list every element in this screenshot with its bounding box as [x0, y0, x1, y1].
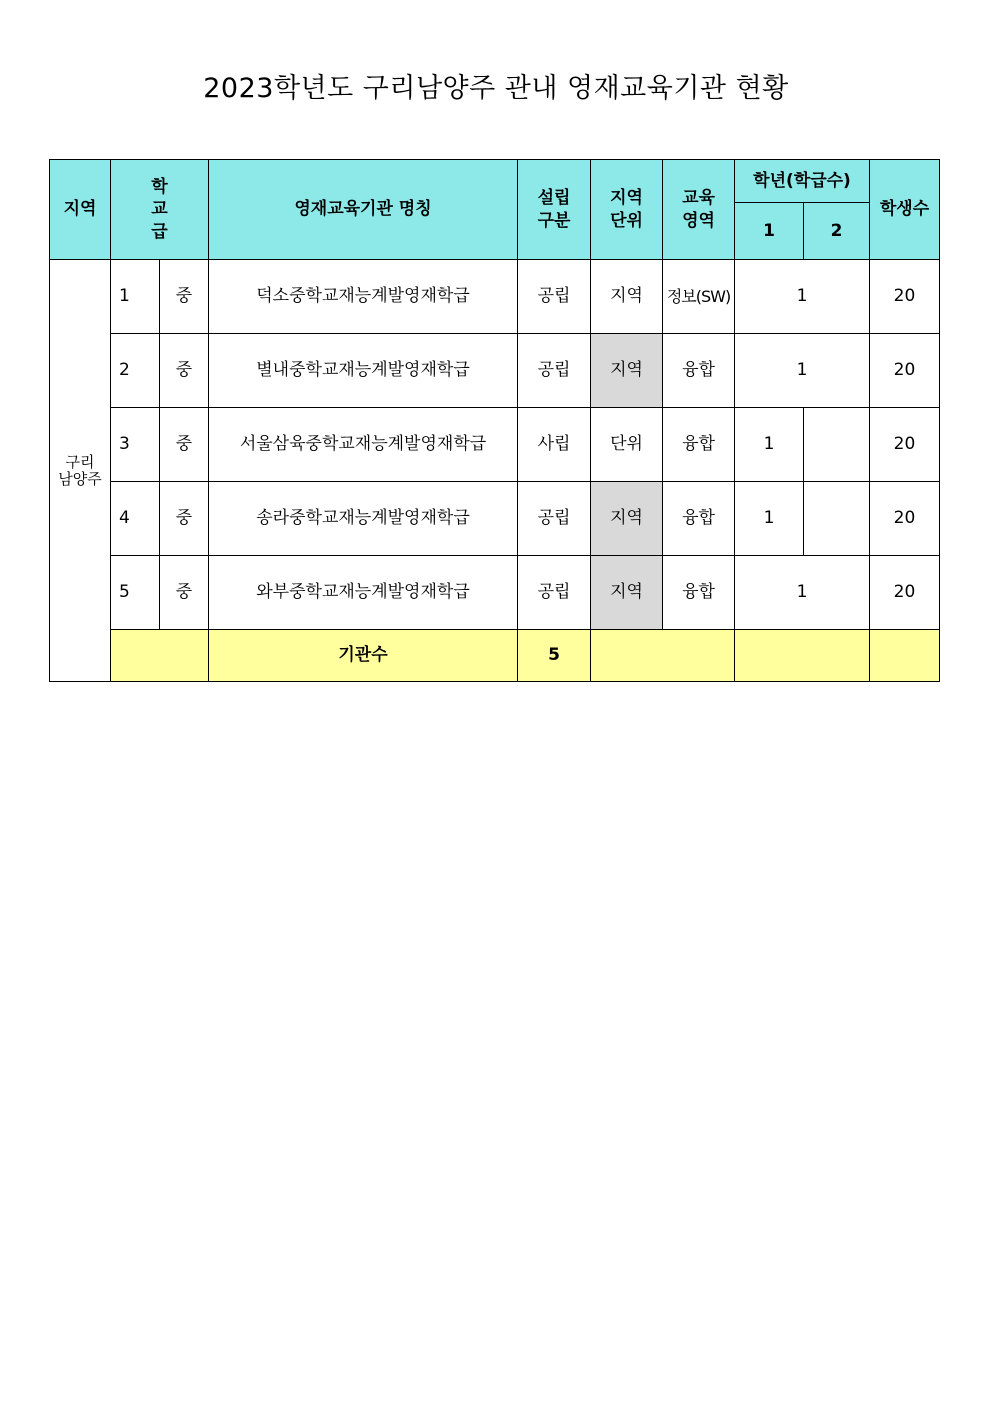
table-row — [50, 556, 940, 630]
header-grade-group: 학년(학급수) — [735, 160, 870, 203]
footer-empty-cell — [591, 630, 735, 682]
row-level: 중 — [160, 334, 209, 408]
row-education-area: 융합 — [663, 556, 735, 630]
row-establishment: 공립 — [518, 334, 591, 408]
row-establishment: 공립 — [518, 482, 591, 556]
row-grade-classes: 1 — [735, 556, 870, 630]
table-row — [50, 260, 940, 334]
table-row — [50, 482, 940, 556]
row-region-unit: 지역 — [591, 482, 663, 556]
page-title: 2023학년도 구리남양주 관내 영재교육기관 현황 — [203, 73, 789, 104]
footer-label: 기관수 — [209, 630, 518, 682]
row-institution-name: 송라중학교재능계발영재학급 — [209, 482, 518, 556]
row-number: 3 — [111, 408, 160, 482]
footer-empty-cell — [870, 630, 940, 682]
row-institution-name: 와부중학교재능계발영재학급 — [209, 556, 518, 630]
table-row — [50, 408, 940, 482]
footer-count: 5 — [518, 630, 591, 682]
row-students: 20 — [870, 556, 940, 630]
row-region-unit: 지역 — [591, 556, 663, 630]
row-number: 5 — [111, 556, 160, 630]
table-row — [50, 334, 940, 408]
row-education-area: 융합 — [663, 408, 735, 482]
row-region-unit: 단위 — [591, 408, 663, 482]
institutions-table — [49, 159, 940, 682]
footer-empty-cell — [735, 630, 870, 682]
header-region: 지역 — [50, 160, 111, 260]
row-education-area: 정보(SW) — [663, 260, 735, 334]
row-number: 2 — [111, 334, 160, 408]
row-grade-1: 1 — [735, 482, 804, 556]
row-students: 20 — [870, 408, 940, 482]
header-school-level: 학 교 급 — [111, 160, 209, 260]
row-institution-name: 별내중학교재능계발영재학급 — [209, 334, 518, 408]
row-level: 중 — [160, 482, 209, 556]
row-students: 20 — [870, 334, 940, 408]
row-establishment: 사립 — [518, 408, 591, 482]
row-education-area: 융합 — [663, 334, 735, 408]
footer-empty-cell — [111, 630, 209, 682]
row-establishment: 공립 — [518, 556, 591, 630]
row-grade-1: 1 — [735, 408, 804, 482]
row-grade-classes: 1 — [735, 334, 870, 408]
header-students: 학생수 — [870, 160, 940, 260]
header-education-area: 교육 영역 — [663, 160, 735, 260]
header-institution-name: 영재교육기관 명칭 — [209, 160, 518, 260]
row-establishment: 공립 — [518, 260, 591, 334]
header-grade-2: 2 — [804, 203, 870, 260]
row-institution-name: 서울삼육중학교재능계발영재학급 — [209, 408, 518, 482]
row-institution-name: 덕소중학교재능계발영재학급 — [209, 260, 518, 334]
header-region-unit: 지역 단위 — [591, 160, 663, 260]
header-establishment: 설립 구분 — [518, 160, 591, 260]
row-number: 1 — [111, 260, 160, 334]
row-level: 중 — [160, 556, 209, 630]
row-region-unit: 지역 — [591, 334, 663, 408]
region-cell: 구리 남양주 — [50, 260, 111, 682]
row-grade-classes: 1 — [735, 260, 870, 334]
row-number: 4 — [111, 482, 160, 556]
row-students: 20 — [870, 482, 940, 556]
row-level: 중 — [160, 260, 209, 334]
row-grade-2 — [804, 408, 870, 482]
row-grade-2 — [804, 482, 870, 556]
row-region-unit: 지역 — [591, 260, 663, 334]
footer-row — [50, 630, 940, 682]
row-level: 중 — [160, 408, 209, 482]
row-education-area: 융합 — [663, 482, 735, 556]
row-students: 20 — [870, 260, 940, 334]
header-grade-1: 1 — [735, 203, 804, 260]
